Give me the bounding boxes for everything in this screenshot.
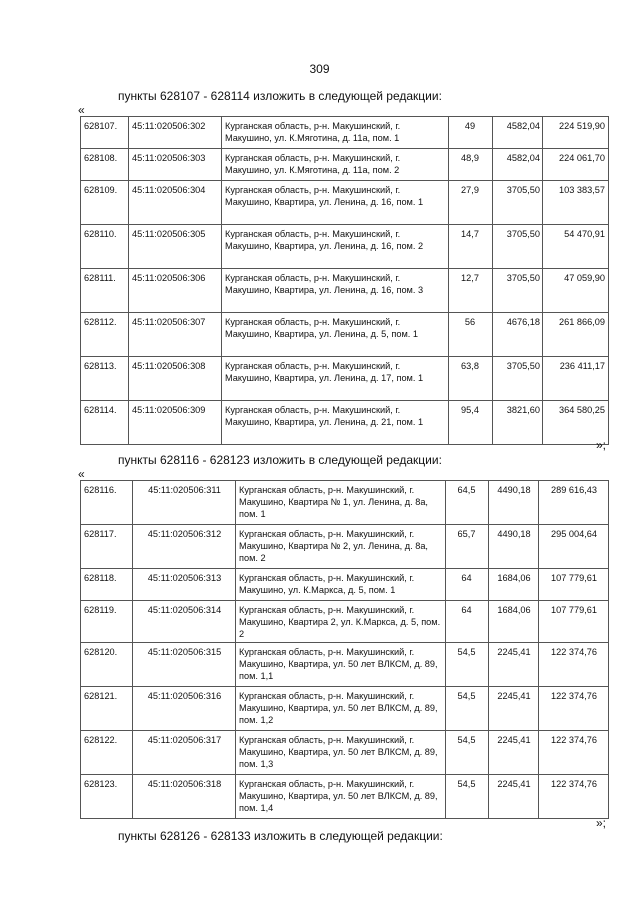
property-table-1 — [80, 116, 609, 445]
cadastral-value: 295 004,64 — [539, 525, 609, 569]
address: Курганская область, р-н. Макушинский, г. Макушино, Квартира, ул. Ленина, д. 16, пом. 3 — [222, 269, 449, 313]
close-quote-1: »; — [596, 438, 607, 452]
cadastral-value: 122 374,76 — [539, 687, 609, 731]
area: 48,9 — [449, 149, 493, 181]
cadastral-number: 45:11:020506:306 — [129, 269, 222, 313]
price-per-unit: 4490,18 — [489, 481, 539, 525]
cadastral-number: 45:11:020506:308 — [129, 357, 222, 401]
table-row — [81, 775, 609, 819]
area: 54,5 — [446, 731, 489, 775]
table-row — [81, 117, 609, 149]
address: Курганская область, р-н. Макушинский, г. Макушино, Квартира № 1, ул. Ленина, д. 8а, пом. 1 — [236, 481, 446, 525]
intro-paragraph-3: пункты 628126 - 628133 изложить в следующей редакции: — [118, 829, 443, 843]
price-per-unit: 2245,41 — [489, 731, 539, 775]
price-per-unit: 4490,18 — [489, 525, 539, 569]
row-number: 628112. — [81, 313, 129, 357]
area: 49 — [449, 117, 493, 149]
cadastral-number: 45:11:020506:311 — [133, 481, 236, 525]
row-number: 628113. — [81, 357, 129, 401]
price-per-unit: 4582,04 — [493, 117, 543, 149]
price-per-unit: 1684,06 — [489, 569, 539, 601]
price-per-unit: 2245,41 — [489, 687, 539, 731]
table-row — [81, 181, 609, 225]
cadastral-number: 45:11:020506:309 — [129, 401, 222, 445]
property-table-1-body — [81, 117, 609, 445]
cadastral-value: 364 580,25 — [543, 401, 609, 445]
price-per-unit: 2245,41 — [489, 775, 539, 819]
intro-paragraph-2: пункты 628116 - 628123 изложить в следующей редакции: — [118, 453, 442, 467]
row-number: 628114. — [81, 401, 129, 445]
table-row — [81, 149, 609, 181]
table-row — [81, 601, 609, 643]
price-per-unit: 3705,50 — [493, 181, 543, 225]
table-row — [81, 525, 609, 569]
area: 54,5 — [446, 643, 489, 687]
open-quote-2: « — [78, 467, 85, 481]
property-table-2-body — [81, 481, 609, 819]
row-number: 628116. — [81, 481, 133, 525]
cadastral-value: 107 779,61 — [539, 601, 609, 643]
cadastral-value: 103 383,57 — [543, 181, 609, 225]
row-number: 628119. — [81, 601, 133, 643]
cadastral-value: 289 616,43 — [539, 481, 609, 525]
cadastral-number: 45:11:020506:317 — [133, 731, 236, 775]
cadastral-value: 261 866,09 — [543, 313, 609, 357]
row-number: 628121. — [81, 687, 133, 731]
address: Курганская область, р-н. Макушинский, г. Макушино, Квартира, ул. Ленина, д. 17, пом. 1 — [222, 357, 449, 401]
area: 27,9 — [449, 181, 493, 225]
cadastral-number: 45:11:020506:303 — [129, 149, 222, 181]
row-number: 628118. — [81, 569, 133, 601]
cadastral-value: 122 374,76 — [539, 643, 609, 687]
table-row — [81, 687, 609, 731]
area: 64 — [446, 601, 489, 643]
table-row — [81, 269, 609, 313]
price-per-unit: 3705,50 — [493, 269, 543, 313]
area: 64 — [446, 569, 489, 601]
table-row — [81, 313, 609, 357]
cadastral-value: 122 374,76 — [539, 775, 609, 819]
cadastral-number: 45:11:020506:316 — [133, 687, 236, 731]
address: Курганская область, р-н. Макушинский, г. Макушино, Квартира, ул. Ленина, д. 16, пом. 1 — [222, 181, 449, 225]
price-per-unit: 2245,41 — [489, 643, 539, 687]
row-number: 628120. — [81, 643, 133, 687]
cadastral-value: 107 779,61 — [539, 569, 609, 601]
cadastral-value: 236 411,17 — [543, 357, 609, 401]
table-row — [81, 401, 609, 445]
area: 95,4 — [449, 401, 493, 445]
row-number: 628111. — [81, 269, 129, 313]
cadastral-value: 122 374,76 — [539, 731, 609, 775]
row-number: 628108. — [81, 149, 129, 181]
cadastral-number: 45:11:020506:302 — [129, 117, 222, 149]
address: Курганская область, р-н. Макушинский, г. Макушино, Квартира 2, ул. К.Маркса, д. 5, пом. 2 — [236, 601, 446, 643]
table-row — [81, 225, 609, 269]
row-number: 628107. — [81, 117, 129, 149]
cadastral-value: 47 059,90 — [543, 269, 609, 313]
cadastral-value: 54 470,91 — [543, 225, 609, 269]
address: Курганская область, р-н. Макушинский, г. Макушино, Квартира, ул. 50 лет ВЛКСМ, д. 89, пом. 1,1 — [236, 643, 446, 687]
cadastral-number: 45:11:020506:313 — [133, 569, 236, 601]
address: Курганская область, р-н. Макушинский, г. Макушино, Квартира, ул. 50 лет ВЛКСМ, д. 89, пом. 1,3 — [236, 731, 446, 775]
cadastral-value: 224 061,70 — [543, 149, 609, 181]
price-per-unit: 4582,04 — [493, 149, 543, 181]
table-row — [81, 481, 609, 525]
cadastral-number: 45:11:020506:305 — [129, 225, 222, 269]
area: 56 — [449, 313, 493, 357]
address: Курганская область, р-н. Макушинский, г. Макушино, Квартира № 2, ул. Ленина, д. 8а, пом. 2 — [236, 525, 446, 569]
address: Курганская область, р-н. Макушинский, г. Макушино, Квартира, ул. Ленина, д. 5, пом. 1 — [222, 313, 449, 357]
row-number: 628110. — [81, 225, 129, 269]
row-number: 628122. — [81, 731, 133, 775]
address: Курганская область, р-н. Макушинский, г. Макушино, ул. К.Маркса, д. 5, пом. 1 — [236, 569, 446, 601]
area: 12,7 — [449, 269, 493, 313]
property-table-2 — [80, 480, 609, 819]
cadastral-number: 45:11:020506:304 — [129, 181, 222, 225]
price-per-unit: 3705,50 — [493, 357, 543, 401]
cadastral-number: 45:11:020506:314 — [133, 601, 236, 643]
cadastral-number: 45:11:020506:307 — [129, 313, 222, 357]
address: Курганская область, р-н. Макушинский, г. Макушино, Квартира, ул. Ленина, д. 16, пом. 2 — [222, 225, 449, 269]
table-row — [81, 731, 609, 775]
intro-paragraph-1: пункты 628107 - 628114 изложить в следующей редакции: — [118, 89, 442, 103]
price-per-unit: 4676,18 — [493, 313, 543, 357]
cadastral-value: 224 519,90 — [543, 117, 609, 149]
area: 14,7 — [449, 225, 493, 269]
area: 65,7 — [446, 525, 489, 569]
address: Курганская область, р-н. Макушинский, г. Макушино, Квартира, ул. 50 лет ВЛКСМ, д. 89, пом. 1,2 — [236, 687, 446, 731]
area: 54,5 — [446, 687, 489, 731]
cadastral-number: 45:11:020506:312 — [133, 525, 236, 569]
row-number: 628109. — [81, 181, 129, 225]
price-per-unit: 1684,06 — [489, 601, 539, 643]
page-number: 309 — [309, 62, 330, 76]
table-row — [81, 643, 609, 687]
area: 64,5 — [446, 481, 489, 525]
cadastral-number: 45:11:020506:315 — [133, 643, 236, 687]
address: Курганская область, р-н. Макушинский, г. Макушино, ул. К.Мяготина, д. 11а, пом. 2 — [222, 149, 449, 181]
row-number: 628123. — [81, 775, 133, 819]
area: 63,8 — [449, 357, 493, 401]
address: Курганская область, р-н. Макушинский, г. Макушино, Квартира, ул. Ленина, д. 21, пом. 1 — [222, 401, 449, 445]
table-row — [81, 569, 609, 601]
price-per-unit: 3821,60 — [493, 401, 543, 445]
open-quote-1: « — [78, 103, 85, 117]
cadastral-number: 45:11:020506:318 — [133, 775, 236, 819]
close-quote-2: »; — [596, 816, 607, 830]
table-row — [81, 357, 609, 401]
area: 54,5 — [446, 775, 489, 819]
address: Курганская область, р-н. Макушинский, г. Макушино, ул. К.Мяготина, д. 11а, пом. 1 — [222, 117, 449, 149]
row-number: 628117. — [81, 525, 133, 569]
price-per-unit: 3705,50 — [493, 225, 543, 269]
address: Курганская область, р-н. Макушинский, г. Макушино, Квартира, ул. 50 лет ВЛКСМ, д. 89, пом. 1,4 — [236, 775, 446, 819]
